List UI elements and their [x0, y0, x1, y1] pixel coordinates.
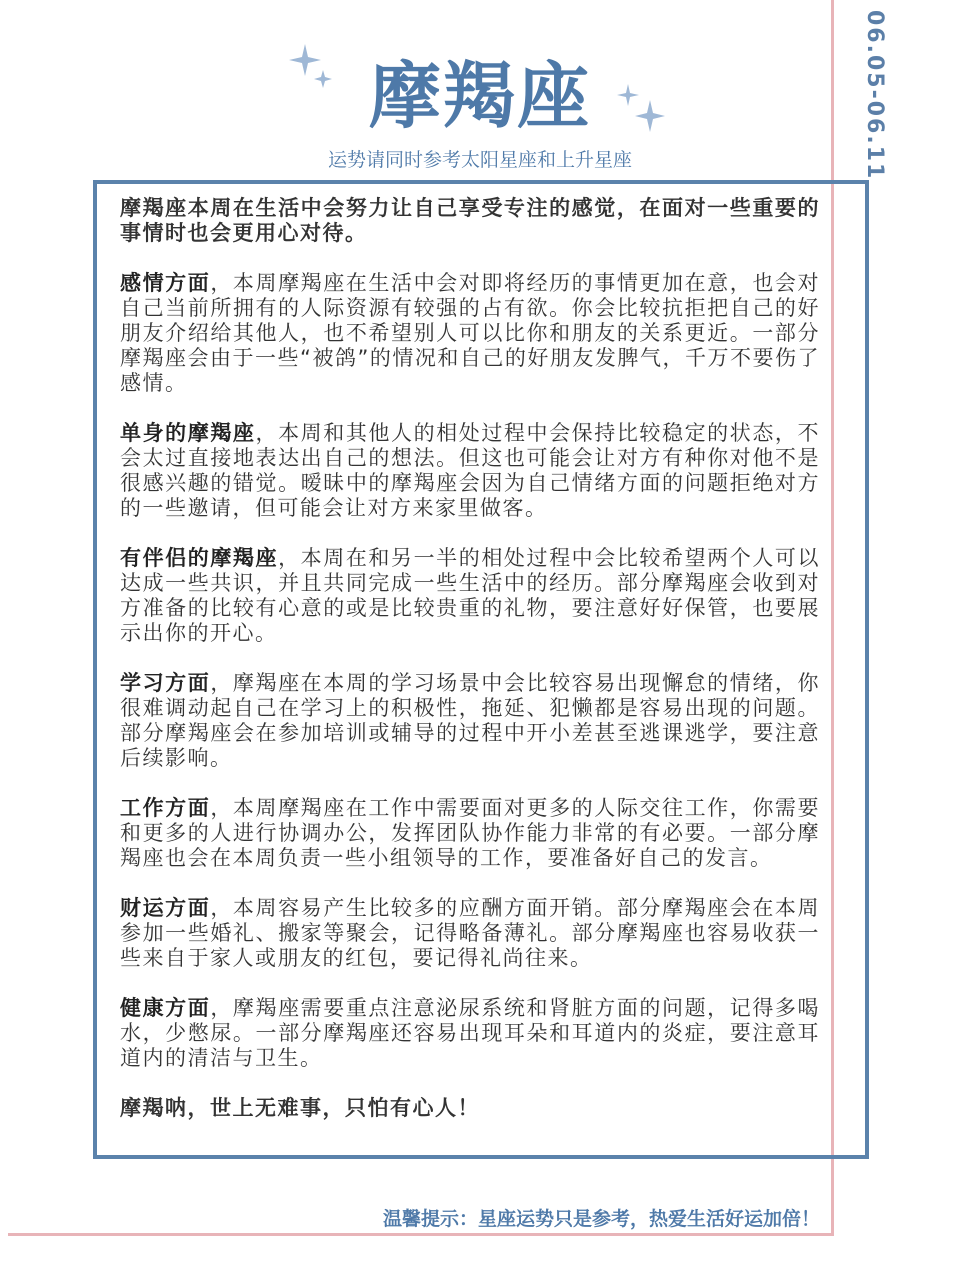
section-partner: 有伴侣的摩羯座，本周在和另一半的相处过程中会比较希望两个人可以达成一些共识，并且共同完成一些生活中的经历。部分摩羯座会收到对方准备的比较有心意的或是比较贵重的礼物，要注意好好保管，也要展示出你的开心。 — [120, 546, 821, 645]
section-love: 感情方面，本周摩羯座在生活中会对即将经历的事情更加在意，也会对自己当前所拥有的人际资源有较强的占有欲。你会比较抗拒把自己的好朋友介绍给其他人，也不希望别人可以比你和朋友的关系更近。一部分摩羯座会由于一些“被鸽”的情况和自己的好朋友发脾气，千万不要伤了感情。 — [120, 271, 821, 395]
intro-paragraph: 摩羯座本周在生活中会努力让自己享受专注的感觉，在面对一些重要的事情时也会更用心对待。 — [120, 196, 820, 245]
section-health: 健康方面，摩羯座需要重点注意泌尿系统和肾脏方面的问题，记得多喝水，少憋尿。一部分摩羯座还容易出现耳朵和耳道内的炎症，要注意耳道内的清洁与卫生。 — [120, 996, 821, 1070]
subtitle: 运势请同时参考太阳星座和上升星座 — [327, 149, 632, 171]
pink-horizontal-line — [8, 1233, 834, 1236]
horoscope-content — [120, 196, 820, 1146]
section-wealth: 财运方面，本周容易产生比较多的应酬方面开销。部分摩羯座会在本周参加一些婚礼、搬家等聚会，记得略备薄礼。部分摩羯座也容易收获一些来自于家人或朋友的红包，要记得礼尚往来。 — [120, 896, 821, 970]
section-study: 学习方面，摩羯座在本周的学习场景中会比较容易出现懈怠的情绪，你很难调动起自己在学习上的积极性，拖延、犯懒都是容易出现的问题。部分摩羯座会在参加培训或辅导的过程中开小差甚至逃课逃学，要注意后续影响。 — [120, 671, 821, 770]
date-range: 06.05-06.11 — [862, 10, 887, 181]
section-work: 工作方面，本周摩羯座在工作中需要面对更多的人际交往工作，你需要和更多的人进行协调办公，发挥团队协作能力非常的有必要。一部分摩羯座也会在本周负责一些小组领导的工作，要准备好自己的发言。 — [120, 796, 821, 870]
section-single: 单身的摩羯座，本周和其他人的相处过程中会保持比较稳定的状态，不会太过直接地表达出自己的想法。但这也可能会让对方有种你对他不是很感兴趣的错觉。暧昧中的摩羯座会因为自己情绪方面的问题拒绝对方的一些邀请，但可能会让对方来家里做客。 — [120, 421, 820, 520]
page-title: 摩羯座 — [368, 54, 591, 138]
footer-tip: 温馨提示：星座运势只是参考，热爱生活好运加倍！ — [382, 1208, 820, 1230]
closing-line: 摩羯呐，世上无难事，只怕有心人！ — [120, 1096, 480, 1120]
